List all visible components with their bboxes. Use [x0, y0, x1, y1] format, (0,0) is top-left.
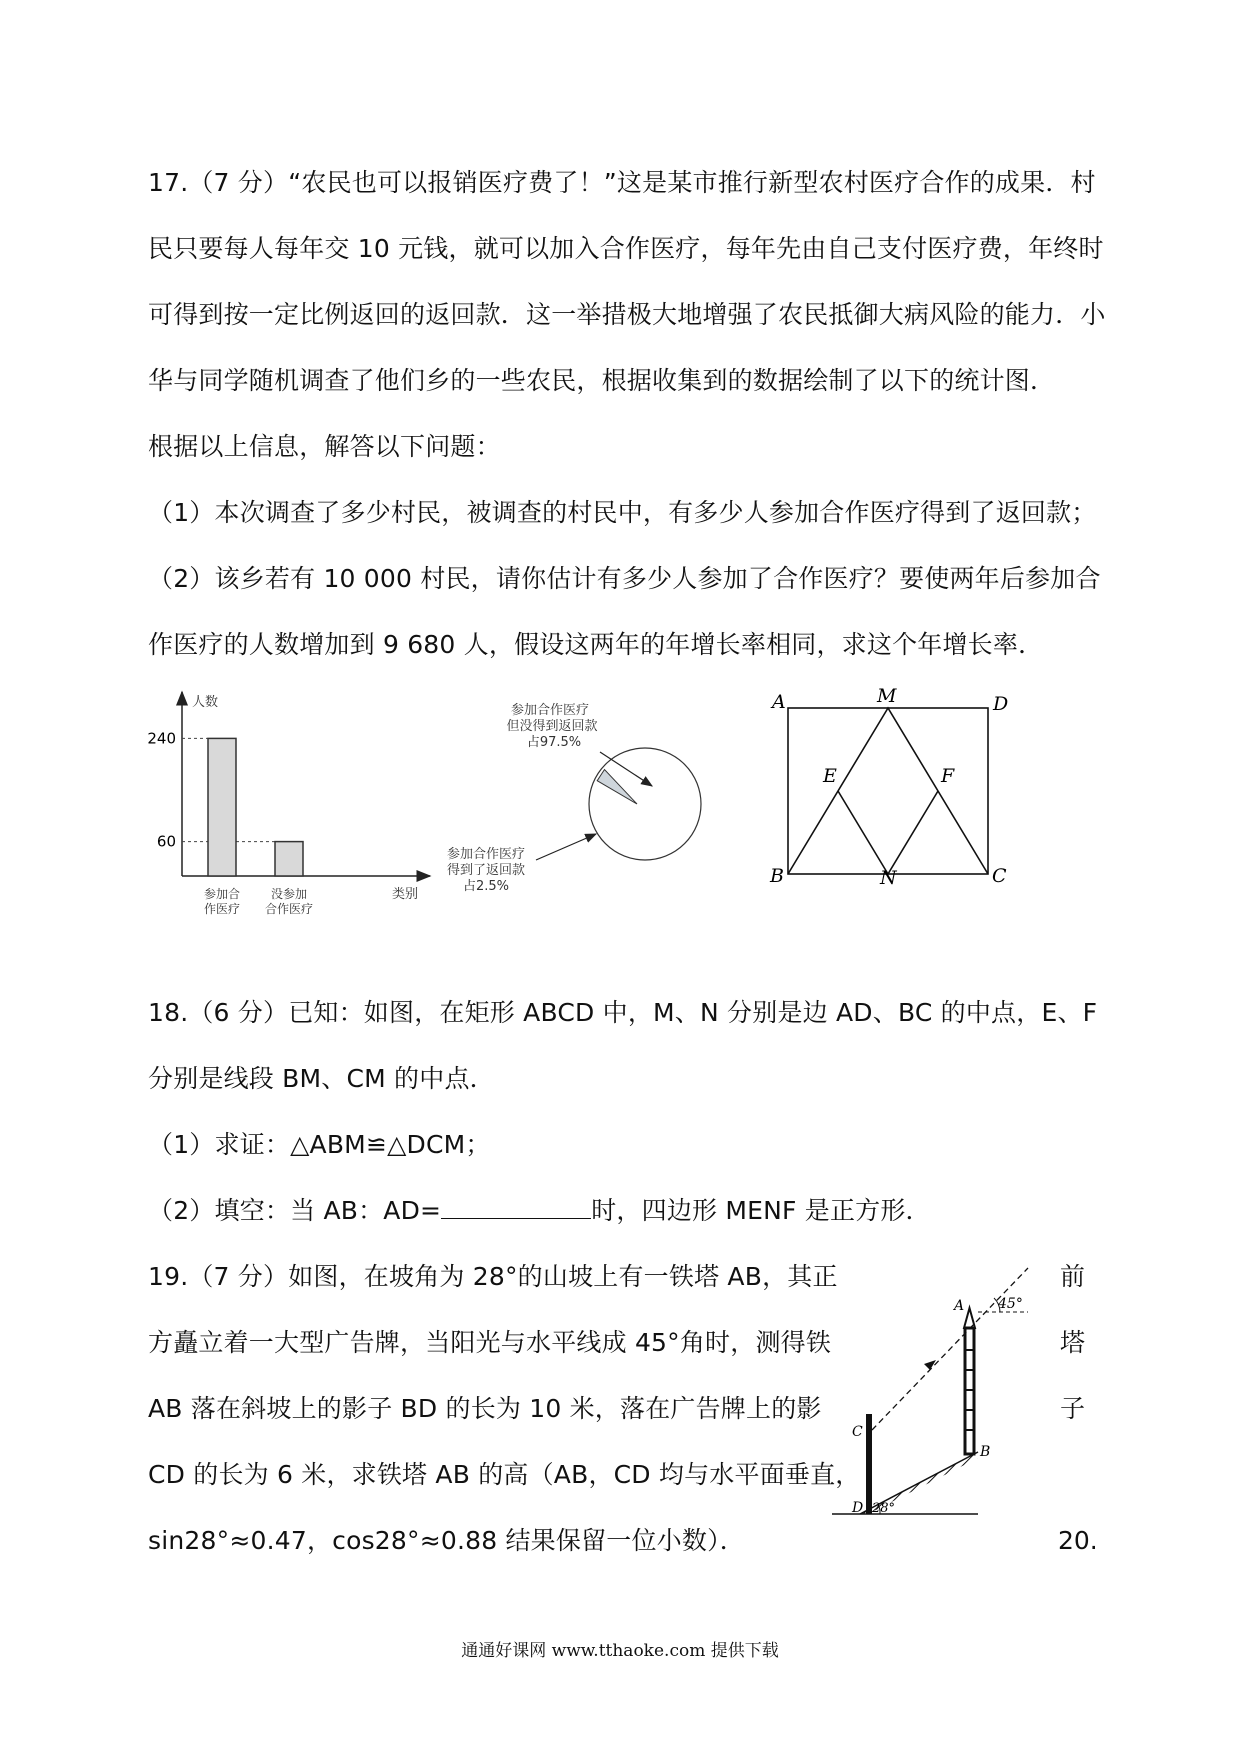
- y-axis-label: 人数: [192, 695, 219, 710]
- x-tick-label: 合作医疗: [264, 902, 314, 916]
- label-m: M: [877, 685, 897, 707]
- bar-chart: [130, 684, 440, 924]
- x-tick-label: 没参加: [270, 887, 308, 901]
- x-axis-label: 类别: [392, 887, 419, 902]
- q19-right-word: 20.: [1058, 1526, 1098, 1555]
- pie-label-big-line1: 参加合作医疗: [510, 703, 590, 718]
- q17-line: 华与同学随机调查了他们乡的一些农民，根据收集到的数据绘制了以下的统计图．: [148, 366, 1056, 395]
- pie-label-big-line3: 占97.5%: [526, 735, 582, 750]
- q17-line: （2）该乡若有 10 000 村民，请你估计有多少人参加了合作医疗？要使两年后参加合: [148, 564, 1101, 593]
- sun-ray: [872, 1268, 1028, 1430]
- angle-45-label: 45°: [998, 1296, 1023, 1312]
- label-c: C: [992, 865, 1007, 887]
- footer-text: 通通好课网 www.tthaoke.com 提供下载: [461, 1641, 779, 1661]
- q17-line: 17.（7 分）“农民也可以报销医疗费了！”这是某市推行新型农村医疗合作的成果．村: [148, 168, 1096, 197]
- q18-fill-line: [148, 1194, 931, 1228]
- label-c: C: [852, 1424, 863, 1440]
- pie-chart: [440, 694, 720, 914]
- label-d: D: [852, 1500, 864, 1516]
- q18-line: 分别是线段 BM、CM 的中点．: [148, 1064, 495, 1093]
- q17-line: 可得到按一定比例返回的返回款．这一举措极大地增强了农民抵御大病风险的能力．小: [148, 300, 1106, 329]
- q18-line: 18.（6 分）已知：如图，在矩形 ABCD 中，M、N 分别是边 AD、BC 的中点，E、F: [148, 998, 1098, 1027]
- q19-line: 方矗立着一大型广告牌，当阳光与水平线成 45°角时，测得铁: [148, 1328, 832, 1357]
- q17-line: 作医疗的人数增加到 9 680 人，假设这两年的年增长率相同，求这个年增长率．: [148, 630, 1044, 659]
- q18-fill-before: （2）填空：当 AB：AD=: [148, 1196, 442, 1225]
- y-tick-label: 240: [147, 729, 176, 748]
- q19-right-word: 子: [1060, 1394, 1086, 1423]
- answer-blank: [441, 1194, 591, 1219]
- label-n: N: [880, 867, 897, 888]
- q19-line: CD 的长为 6 米，求铁塔 AB 的高（AB，CD 均与水平面垂直，: [148, 1460, 861, 1489]
- q19-line: AB 落在斜坡上的影子 BD 的长为 10 米，落在广告牌上的影: [148, 1394, 822, 1423]
- segment-b-m-c: [788, 708, 988, 874]
- segment-e-n-f: [838, 791, 938, 874]
- label-a: A: [772, 691, 786, 713]
- angle-28-label: 28°: [872, 1501, 896, 1516]
- label-a: A: [954, 1298, 965, 1314]
- tower-figure: [828, 1260, 1048, 1520]
- q18-fill-after: 时，四边形 MENF 是正方形．: [591, 1196, 931, 1225]
- pie-slice-small: [597, 770, 637, 804]
- pie-circle: [589, 748, 701, 860]
- label-f: F: [941, 765, 955, 787]
- tower-top: [964, 1308, 975, 1328]
- pie-label-small-line1: 参加合作医疗: [446, 847, 526, 862]
- q17-line: （1）本次调查了多少村民，被调查的村民中，有多少人参加合作医疗得到了返回款；: [148, 498, 1097, 527]
- pie-arrow-small: [536, 834, 596, 860]
- bar: [208, 738, 236, 876]
- q19-right-word: 塔: [1060, 1328, 1086, 1357]
- pie-label-big-line2: 但没得到返回款: [506, 719, 598, 734]
- q19-right-word: 前: [1060, 1262, 1086, 1291]
- label-b: B: [980, 1444, 991, 1460]
- label-b: B: [770, 865, 784, 887]
- ray-arrow: [924, 1360, 936, 1370]
- pie-label-small-line3: 占2.5%: [462, 879, 510, 894]
- y-tick-label: 60: [156, 832, 176, 851]
- q19-line: 19.（7 分）如图，在坡角为 28°的山坡上有一铁塔 AB，其正: [148, 1262, 838, 1291]
- billboard-post: [866, 1414, 872, 1514]
- label-e: E: [823, 765, 837, 787]
- q17-line: 根据以上信息，解答以下问题：: [148, 432, 501, 461]
- rectangle-figure: [760, 678, 1030, 888]
- x-tick-label: 参加合: [203, 887, 241, 901]
- q17-line: 民只要每人每年交 10 元钱，就可以加入合作医疗，每年先由自己支付医疗费，年终时: [148, 234, 1104, 263]
- x-tick-label: 作医疗: [203, 902, 241, 916]
- q19-line: sin28°≈0.47，cos28°≈0.88 结果保留一位小数）．: [148, 1526, 745, 1555]
- q18-line: （1）求证：△ABM≌△DCM；: [148, 1130, 491, 1159]
- bar: [275, 842, 303, 876]
- rectangle-abcd: [788, 708, 988, 874]
- label-d: D: [993, 693, 1009, 715]
- pie-label-small-line2: 得到了返回款: [446, 863, 526, 878]
